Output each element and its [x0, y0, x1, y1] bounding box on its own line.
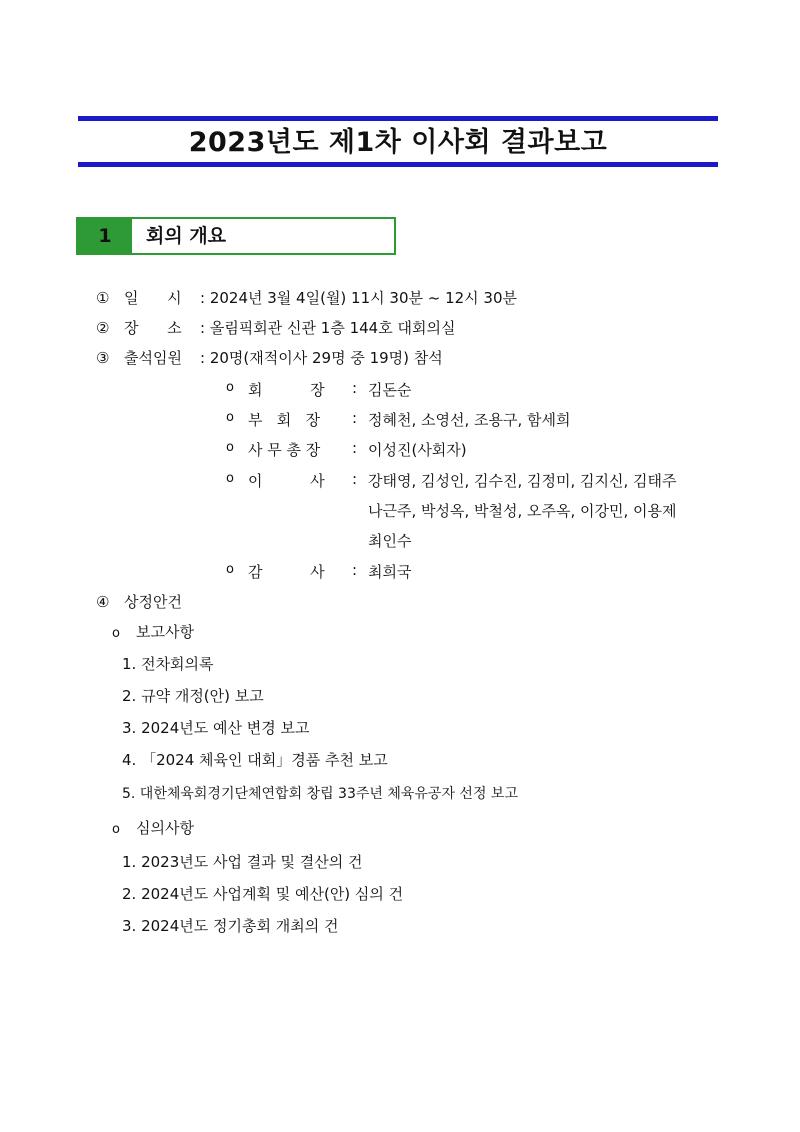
report-label: 보고사항: [136, 623, 194, 641]
page-title: 2023년도 제1차 이사회 결과보고: [188, 127, 608, 158]
role-label: 감 사: [248, 563, 325, 581]
bullet: o: [226, 440, 234, 455]
report-item: 3. 2024년도 예산 변경 보고: [122, 719, 310, 737]
place-label: 장 소: [124, 319, 182, 337]
deliberation-label: 심의사항: [136, 819, 194, 837]
names: 최희국: [368, 563, 412, 581]
place-value: 올림픽회관 신관 1층 144호 대회의실: [209, 319, 456, 337]
bullet: o: [226, 380, 234, 395]
date-label: 일 시: [124, 289, 182, 307]
agenda-marker: ④: [96, 593, 110, 611]
bullet: o: [226, 471, 234, 486]
role-label: 부 회 장: [248, 411, 321, 429]
section-header: [76, 217, 396, 255]
bullet: o: [226, 410, 234, 425]
names: 정혜천, 소영선, 조용구, 함세희: [368, 411, 571, 429]
deliberation-bullet: o: [112, 822, 120, 837]
place-marker: ②: [96, 319, 110, 337]
agenda-label: 상정안건: [124, 593, 182, 611]
overview-place: ② 장 소 : 올림픽회관 신관 1층 144호 대회의실: [96, 319, 456, 337]
role-label: 이 사: [248, 472, 325, 490]
deliberation-item: 1. 2023년도 사업 결과 및 결산의 건: [122, 853, 363, 871]
section-title: 회의 개요: [146, 225, 227, 247]
report-item: 5. 대한체육회경기단체연합회 창립 33주년 체육유공자 선정 보고: [122, 786, 518, 802]
role-label: 사 무 총 장: [248, 441, 321, 459]
overview-date: ① 일 시 : 2024년 3월 4일(월) 11시 30분 ~ 12시 30분: [96, 289, 518, 307]
names-line-2: 나근주, 박성옥, 박철성, 오주옥, 이강민, 이용제: [368, 502, 677, 520]
deliberation-item: 2. 2024년도 사업계획 및 예산(안) 심의 건: [122, 885, 404, 903]
role-label: 회 장: [248, 381, 325, 399]
names: 이성진(사회자): [368, 441, 467, 459]
agenda-heading: [96, 592, 182, 612]
date-value: 2024년 3월 4일(월) 11시 30분 ~ 12시 30분: [209, 289, 518, 307]
overview-attendance: ③ 출석임원 : 20명(재적이사 29명 중 19명) 참석: [96, 349, 443, 367]
names-line-1: 강태영, 김성인, 김수진, 김정미, 김지신, 김태주: [368, 472, 677, 490]
report-item: 1. 전차회의록: [122, 655, 214, 673]
report-bullet: o: [112, 626, 120, 641]
title-bottom-rule: [78, 162, 718, 167]
attendance-marker: ③: [96, 349, 110, 367]
report-heading: [112, 622, 194, 644]
title-block: [78, 116, 718, 168]
names: 김돈순: [368, 381, 412, 399]
report-item: 4. 「2024 체육인 대회」경품 추천 보고: [122, 751, 388, 769]
date-marker: ①: [96, 289, 110, 307]
deliberation-heading: [112, 818, 194, 840]
attendance-label: 출석임원: [124, 349, 182, 367]
section-number: 1: [78, 219, 132, 253]
deliberation-item: 3. 2024년도 정기총회 개최의 건: [122, 917, 339, 935]
title-top-rule: [78, 116, 718, 121]
report-item: 2. 규약 개정(안) 보고: [122, 687, 264, 705]
bullet: o: [226, 562, 234, 577]
names-line-3: 최인수: [368, 532, 412, 550]
attendance-value: 20명(재적이사 29명 중 19명) 참석: [209, 349, 443, 367]
